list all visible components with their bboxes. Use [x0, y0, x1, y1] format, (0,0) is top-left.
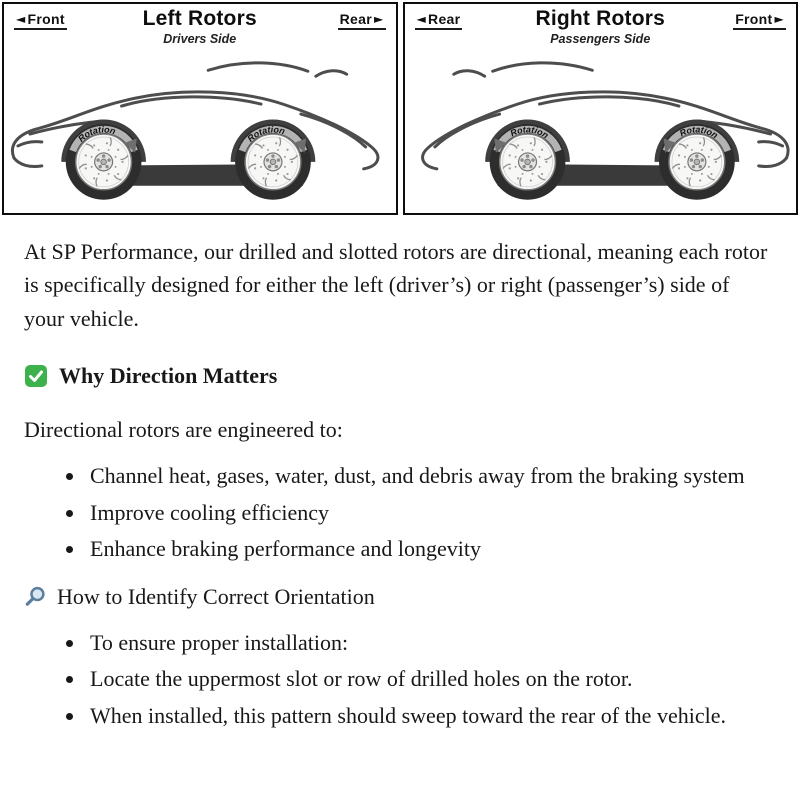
left-rotors-panel — [2, 2, 398, 215]
arrow-right-icon: ► — [373, 12, 384, 26]
lead-sentence: Directional rotors are engineered to: — [24, 416, 343, 442]
rotation-label: Rotation — [677, 124, 720, 141]
corner-text: Front — [27, 11, 65, 27]
section-heading-direction-matters — [24, 359, 774, 392]
section-heading-text: How to Identify Correct Orientation — [57, 583, 375, 609]
rear-rotor — [489, 124, 565, 200]
benefits-list — [24, 459, 774, 565]
front-rotor — [659, 124, 735, 200]
rear-direction-label — [338, 11, 386, 30]
panel-title: Left Rotors — [142, 7, 257, 30]
arrow-left-icon: ◄ — [16, 12, 26, 26]
rotor-direction-diagram — [0, 0, 800, 215]
arrow-left-icon: ◄ — [416, 12, 427, 26]
article-body — [0, 215, 800, 732]
panel-title: Right Rotors — [535, 7, 666, 30]
section-heading-text: Why Direction Matters — [59, 363, 278, 389]
rotation-label: Rotation — [245, 124, 287, 144]
front-direction-label — [733, 11, 786, 30]
list-item: • Improve cooling efficiency — [86, 496, 745, 529]
rotation-label: Rotation — [76, 124, 118, 144]
list-item: • When installed, this pattern should sweep toward the rear of the vehicle. — [86, 699, 745, 732]
corner-text: Rear — [339, 11, 372, 27]
section-heading-orientation — [24, 580, 774, 613]
magnifier-icon — [24, 585, 47, 608]
corner-text: Front — [735, 11, 773, 27]
orientation-list — [24, 626, 774, 732]
list-item: • Channel heat, gases, water, dust, and debris away from the braking system — [86, 459, 745, 492]
arrow-right-icon: ► — [774, 12, 784, 26]
panel-subtitle: Drivers Side — [163, 32, 237, 46]
panel-subtitle: Passengers Side — [550, 32, 651, 46]
corner-text: Rear — [428, 11, 461, 27]
car-sketch-right — [405, 54, 797, 212]
list-item: • Locate the uppermost slot or row of drilled holes on the rotor. — [86, 662, 745, 695]
list-item: • Enhance braking performance and longevity — [86, 532, 745, 565]
rotation-label: Rotation — [508, 124, 551, 141]
check-icon — [24, 364, 48, 388]
intro-paragraph: At SP Performance, our drilled and slotted rotors are directional, meaning each rotor is specifically designed for either the left (driver’s) or right (passenger’s) side of your vehicle. — [24, 239, 768, 331]
list-item: • To ensure proper installation: — [86, 626, 745, 659]
right-rotors-panel — [403, 2, 799, 215]
car-sketch-left — [4, 54, 396, 212]
